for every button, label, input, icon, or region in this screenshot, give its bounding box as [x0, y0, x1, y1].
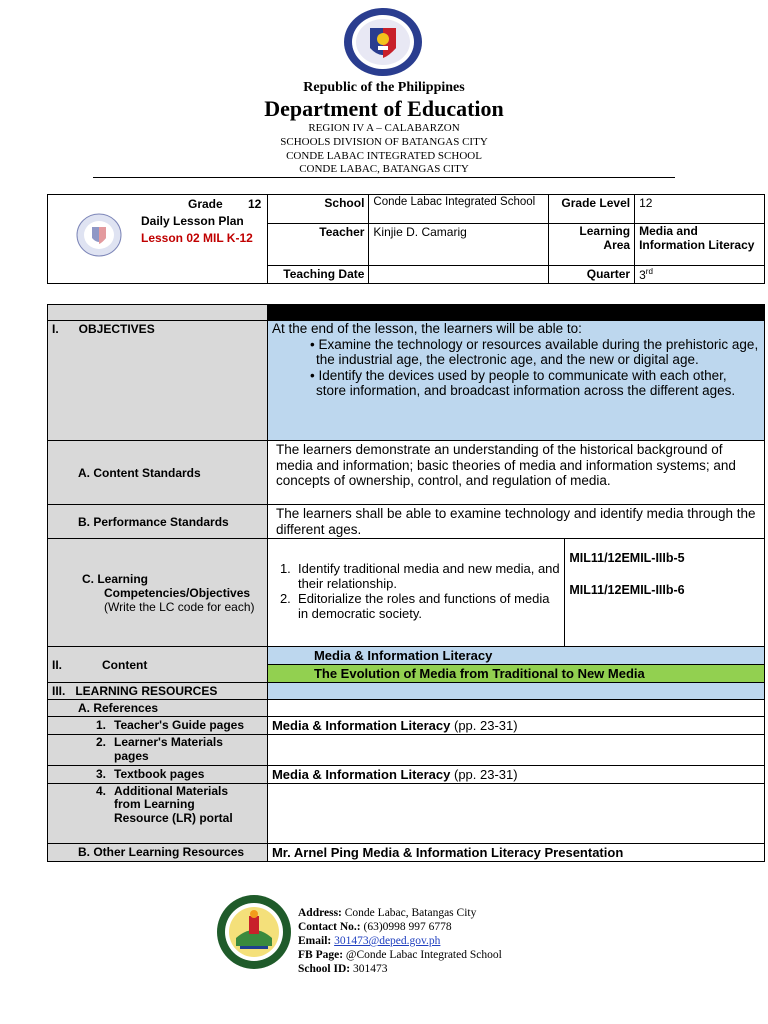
references-blank — [267, 700, 764, 717]
deped-seal — [342, 6, 424, 78]
division-line: SCHOOLS DIVISION OF BATANGAS CITY — [280, 136, 488, 148]
teacher-label: Teacher — [267, 224, 369, 266]
content-standards-label: A. Content Standards — [48, 441, 268, 505]
content-line-2: The Evolution of Media from Traditional to New Media — [267, 665, 764, 683]
objective-item-1: • Examine the technology or resources available during the prehistoric age, the industrial age, the electronic age, and the new or digital age. — [309, 336, 759, 368]
resource-row-2-value — [267, 735, 764, 766]
learning-resources-blank — [267, 683, 764, 700]
resource-row-4-value — [267, 783, 764, 843]
teaching-date-label: Teaching Date — [267, 266, 369, 284]
competency-item-2: 2. Editorialize the roles and functions of media in democratic society. — [279, 591, 550, 621]
footer-school-id: School ID: 301473 — [298, 963, 388, 975]
content-standards-text: The learners demonstrate an understanding of the historical background of media and information; basic theories of media and information systems; and concepts of ownership, control, and regulation of media. — [267, 441, 764, 505]
performance-standards-label: B. Performance Standards — [48, 505, 268, 539]
teacher-value: Kinjie D. Camarig — [369, 224, 549, 266]
other-resources-value: Mr. Arnel Ping Media & Information Literacy Presentation — [267, 843, 764, 861]
competencies-label: C. Learning Competencies/Objectives (Write the LC code for each) — [48, 539, 268, 647]
quarter-label: Quarter — [549, 266, 635, 284]
school-value: Conde Labac Integrated School — [369, 195, 549, 224]
footer-fb: FB Page: @Conde Labac Integrated School — [298, 949, 502, 961]
competencies-list — [267, 539, 564, 647]
quarter-value: 3 — [639, 268, 646, 282]
lc-code-1: MIL11/12EMIL-IIIb-5 — [569, 551, 685, 566]
quarter-cell — [635, 266, 765, 284]
footer-contact: Contact No.: (63)0998 997 6778 — [298, 921, 452, 933]
plan-title-cell — [48, 195, 268, 284]
republic-line: Republic of the Philippines — [303, 80, 465, 95]
lesson-plan-table — [47, 304, 765, 862]
content-label: II. Content — [48, 647, 268, 683]
learning-area-value: Media and Information Literacy — [635, 224, 765, 266]
objectives-label: I. OBJECTIVES — [48, 321, 268, 441]
plan-header-table — [47, 194, 765, 284]
resource-row-2-label: 2. Learner's Materials pages — [48, 735, 268, 766]
footer-email: Email: 301473@deped.gov.ph — [298, 935, 441, 947]
references-label: A. References — [48, 700, 268, 717]
objectives-cell — [267, 321, 764, 441]
objectives-intro: At the end of the lesson, the learners will be able to: — [271, 321, 582, 336]
lc-code-2: MIL11/12EMIL-IIIb-6 — [569, 583, 685, 598]
footer-address: Address: Conde Labac, Batangas City — [298, 907, 477, 919]
grade-level-label: Grade Level — [549, 195, 635, 224]
teaching-date-value — [369, 266, 549, 284]
region-line: REGION IV A – CALABARZON — [308, 122, 460, 134]
resource-row-1-label: 1. Teacher's Guide pages — [48, 717, 268, 735]
letterhead-divider — [93, 177, 675, 178]
resource-row-3-label: 3. Textbook pages — [48, 765, 268, 783]
grade-level-value: 12 — [635, 195, 765, 224]
school-label: School — [267, 195, 369, 224]
competency-item-1: 1. Identify traditional media and new media, and their relationship. — [279, 561, 560, 592]
footer-contact-block — [298, 906, 502, 976]
quarter-suffix: rd — [645, 267, 653, 276]
content-line-1: Media & Information Literacy — [267, 647, 764, 665]
plan-seal-icon — [76, 213, 122, 257]
school-logo — [216, 894, 292, 970]
resource-row-3-value: Media & Information Literacy (pp. 23-31) — [267, 765, 764, 783]
top-black-bar — [267, 305, 764, 321]
competency-codes — [565, 539, 765, 647]
email-link[interactable]: 301473@deped.gov.ph — [334, 935, 441, 947]
school-line: CONDE LABAC INTEGRATED SCHOOL — [286, 150, 482, 162]
plan-title: Daily Lesson Plan — [141, 214, 244, 228]
lesson-title: Lesson 02 MIL K-12 — [141, 231, 253, 245]
grade-label: Grade — [188, 197, 223, 211]
department-title: Department of Education — [264, 96, 504, 121]
resource-row-4-label: 4. Additional Materials from Learning Resource (LR) portal — [48, 783, 268, 843]
address-line: CONDE LABAC, BATANGAS CITY — [299, 163, 469, 175]
performance-standards-text: The learners shall be able to examine technology and identify media through the different ages. — [267, 505, 764, 539]
grade-value: 12 — [248, 197, 262, 211]
objective-item-2: • Identify the devices used by people to communicate with each other, store information, and broadcast information across the different ages. — [309, 367, 736, 399]
resource-row-1-value: Media & Information Literacy (pp. 23-31) — [267, 717, 764, 735]
other-resources-label: B. Other Learning Resources — [48, 843, 268, 861]
learning-resources-label: III. LEARNING RESOURCES — [48, 683, 268, 700]
top-left-blank — [48, 305, 268, 321]
learning-area-label: Learning Area — [549, 224, 635, 266]
